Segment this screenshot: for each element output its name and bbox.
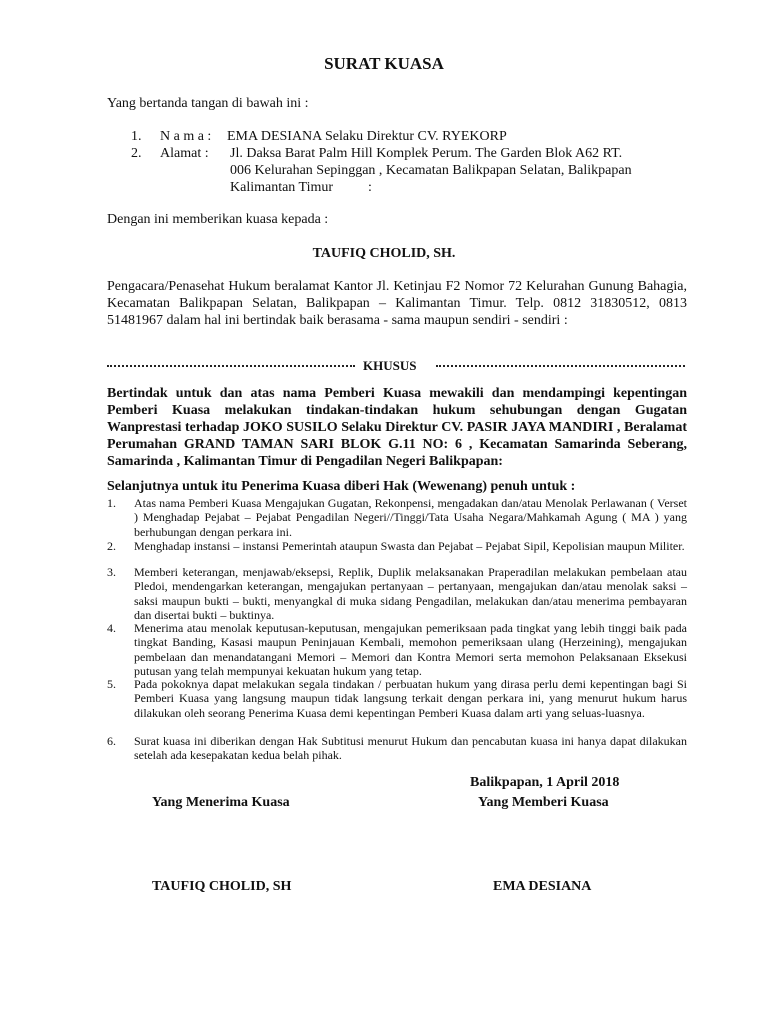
address-line-1: Jl. Daksa Barat Palm Hill Komplek Perum. The Garden Blok A62 RT. bbox=[230, 146, 623, 161]
address-line-2: 006 Kelurahan Sepinggan , Kecamatan Balikpapan Selatan, Balikpapan bbox=[230, 163, 632, 178]
separator-right bbox=[436, 365, 685, 367]
address-label: Alamat : bbox=[160, 146, 209, 161]
receiver-label: Yang Menerima Kuasa bbox=[152, 795, 290, 810]
intro-text: Yang bertanda tangan di bawah ini : bbox=[107, 96, 309, 111]
place-date: Balikpapan, 1 April 2018 bbox=[470, 775, 620, 790]
giver-label: Yang Memberi Kuasa bbox=[478, 795, 609, 810]
document-title: SURAT KUASA bbox=[324, 54, 444, 73]
name-value: EMA DESIANA Selaku Direktur CV. RYEKORP bbox=[227, 129, 507, 144]
attorney-name: TAUFIQ CHOLID, SH. bbox=[312, 246, 456, 261]
name-label: N a m a : bbox=[160, 129, 212, 144]
special-paragraph: Bertindak untuk dan atas nama Pemberi Kuasa mewakili dan mendampingi kepentingan Pemberi Kuasa melakukan tindakan-tindakan hukum sehubungan dengan Gugatan Wanprestasi terhadap JOKO SUSILO Selaku Direktur CV. PASIR JAYA MANDIRI , Beralamat Perumahan GRAND TAMAN SARI BLOK G.11 NO: 6 , Kecamatan Samarinda Seberang, Samarinda , Kalimantan Timur di Pengadilan Negeri Balikpapan: bbox=[107, 386, 687, 469]
giver-name: EMA DESIANA bbox=[493, 879, 592, 894]
section-label: KHUSUS bbox=[363, 358, 417, 373]
address-line-3: Kalimantan Timur : bbox=[230, 180, 372, 195]
grant-line: Dengan ini memberikan kuasa kepada : bbox=[107, 212, 329, 227]
address-number: 2. bbox=[131, 146, 142, 161]
attorney-description: Pengacara/Penasehat Hukum beralamat Kantor Jl. Ketinjau F2 Nomor 72 Kelurahan Gunung Bahagia, Kecamatan Balikpapan Selatan, Balikpapan – Kalimantan Timur. Telp. 0812 31830512, 0813 51481967 dalam hal ini bertindak baik berasama - sama maupun sendiri - sendiri : bbox=[107, 279, 687, 328]
name-number: 1. bbox=[131, 129, 142, 144]
receiver-name: TAUFIQ CHOLID, SH bbox=[152, 879, 292, 894]
powers-heading: Selanjutnya untuk itu Penerima Kuasa diberi Hak (Wewenang) penuh untuk : bbox=[107, 479, 576, 494]
separator-left bbox=[107, 365, 355, 367]
